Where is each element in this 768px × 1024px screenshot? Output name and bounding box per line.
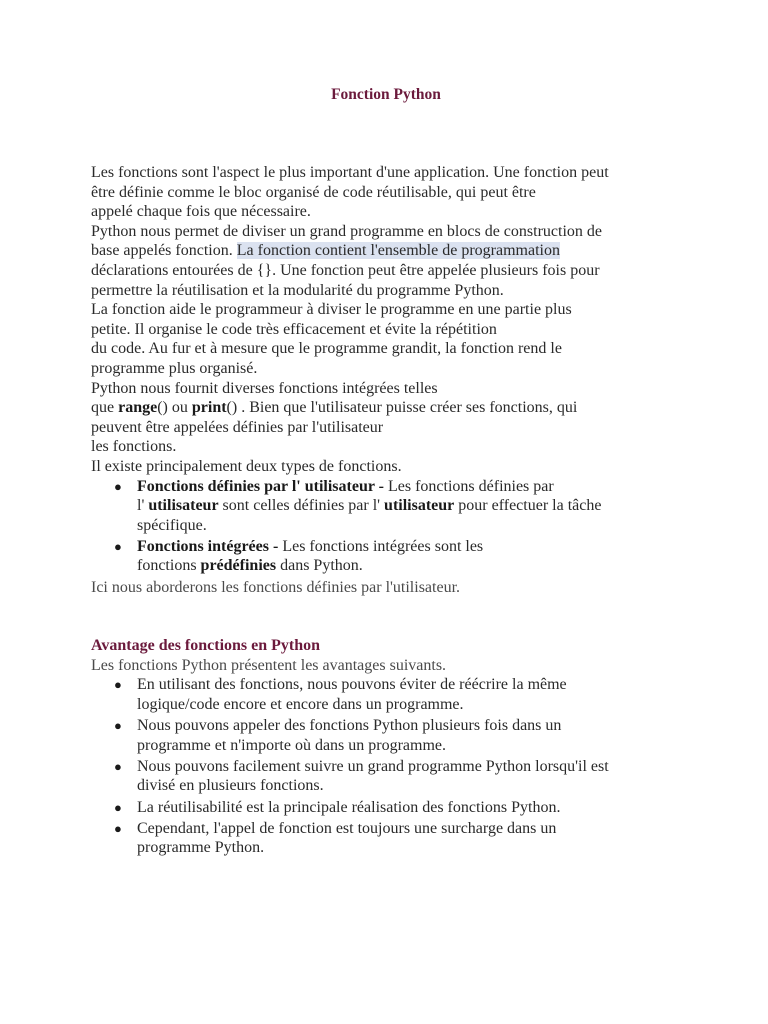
- text-span: l': [137, 497, 149, 515]
- paragraph-line: [91, 241, 681, 261]
- text-span: que: [91, 399, 119, 417]
- paragraph-line: appelé chaque fois que nécessaire.: [91, 203, 311, 221]
- paragraph-line: [91, 398, 681, 418]
- page-title: Fonction Python: [331, 86, 441, 103]
- list-item: [114, 716, 691, 755]
- list-item-line: [137, 477, 681, 497]
- list-item: [114, 757, 691, 796]
- bullet-icon: ●: [114, 717, 122, 733]
- bold-term: utilisateur: [148, 497, 219, 515]
- paragraph-line: programme plus organisé.: [91, 359, 258, 377]
- paragraph-line: petite. Il organise le code très efficacement et évite la répétition: [91, 320, 497, 338]
- bullet-icon: ●: [114, 677, 122, 693]
- advantages-list: [91, 675, 691, 858]
- text-span: dans Python.: [276, 557, 363, 575]
- list-item-line: [137, 537, 681, 557]
- bullet-icon: ●: [114, 820, 122, 836]
- text-span: Les fonctions définies par: [383, 477, 554, 495]
- list-item-line: spécifique.: [137, 516, 207, 534]
- list-item-line: [137, 496, 681, 516]
- list-item: [114, 798, 691, 818]
- bullet-icon: ●: [114, 538, 122, 554]
- list-item: [114, 477, 681, 536]
- bold-term: prédéfinies: [200, 557, 277, 575]
- paragraph-line: permettre la réutilisation et la modularité du programme Python.: [91, 281, 504, 299]
- advantages-section: [91, 636, 691, 860]
- text-span: sont celles définies par l': [218, 497, 385, 515]
- code-range: range: [118, 399, 158, 417]
- bold-term: Fonctions définies par l' utilisateur -: [137, 477, 384, 495]
- bullet-icon: ●: [114, 799, 122, 815]
- list-item-line: Nous pouvons appeler des fonctions Python plusieurs fois dans un: [137, 716, 562, 734]
- paragraph-line: La fonction aide le programmeur à diviser le programme en une partie plus: [91, 301, 572, 319]
- paragraph-line: Les fonctions Python présentent les avantages suivants.: [91, 656, 447, 674]
- list-item-line: divisé en plusieurs fonctions.: [137, 777, 324, 795]
- paragraph-line: les fonctions.: [91, 438, 177, 456]
- list-item-line: En utilisant des fonctions, nous pouvons éviter de réécrire la même: [137, 676, 567, 694]
- list-item: [114, 675, 691, 714]
- bullet-icon: ●: [114, 478, 122, 494]
- paragraph-line: Python nous fournit diverses fonctions intégrées telles: [91, 379, 438, 397]
- code-print: print: [191, 399, 227, 417]
- list-item: [114, 537, 681, 576]
- function-types-list: [91, 477, 681, 577]
- highlighted-text[interactable]: La fonction contient l'ensemble de programmation: [236, 242, 560, 260]
- paragraph-line: peuvent être appelées définies par l'utilisateur: [91, 418, 384, 436]
- list-item-line: logique/code encore et encore dans un programme.: [137, 695, 464, 713]
- list-item-line: programme et n'importe où dans un programme.: [137, 736, 447, 754]
- paragraph-line: Il existe principalement deux types de fonctions.: [91, 457, 402, 475]
- list-item-line: programme Python.: [137, 839, 265, 857]
- list-item-line: Cependant, l'appel de fonction est toujours une surcharge dans un: [137, 819, 557, 837]
- bold-term: utilisateur: [384, 497, 455, 515]
- bold-term: Fonctions intégrées -: [137, 537, 279, 555]
- section-heading: Avantage des fonctions en Python: [91, 637, 321, 654]
- paragraph-line: être définie comme le bloc organisé de code réutilisable, qui peut être: [91, 183, 536, 201]
- paragraph-line: Les fonctions sont l'aspect le plus important d'une application. Une fonction peut: [91, 164, 609, 181]
- text-span: () . Bien que l'utilisateur puisse créer ses fonctions, qui: [226, 399, 578, 417]
- paragraph-line: Ici nous aborderons les fonctions définies par l'utilisateur.: [91, 578, 461, 596]
- paragraph-line: du code. Au fur et à mesure que le programme grandit, la fonction rend le: [91, 340, 562, 358]
- list-item-line: La réutilisabilité est la principale réalisation des fonctions Python.: [137, 798, 561, 816]
- text-span: fonctions: [137, 557, 201, 575]
- text-span: Les fonctions intégrées sont les: [278, 537, 484, 555]
- text-span: pour effectuer la tâche: [454, 497, 602, 515]
- list-item-line: [137, 556, 681, 576]
- text-span: base appelés fonction.: [91, 242, 237, 260]
- paragraph-line: déclarations entourées de {}. Une fonction peut être appelée plusieurs fois pour: [91, 261, 600, 279]
- list-item: [114, 819, 691, 858]
- list-item-line: Nous pouvons facilement suivre un grand programme Python lorsqu'il est: [137, 757, 609, 775]
- intro-section: [91, 163, 681, 597]
- paragraph-line: Python nous permet de diviser un grand programme en blocs de construction de: [91, 222, 602, 240]
- bullet-icon: ●: [114, 758, 122, 774]
- text-span: () ou: [157, 399, 192, 417]
